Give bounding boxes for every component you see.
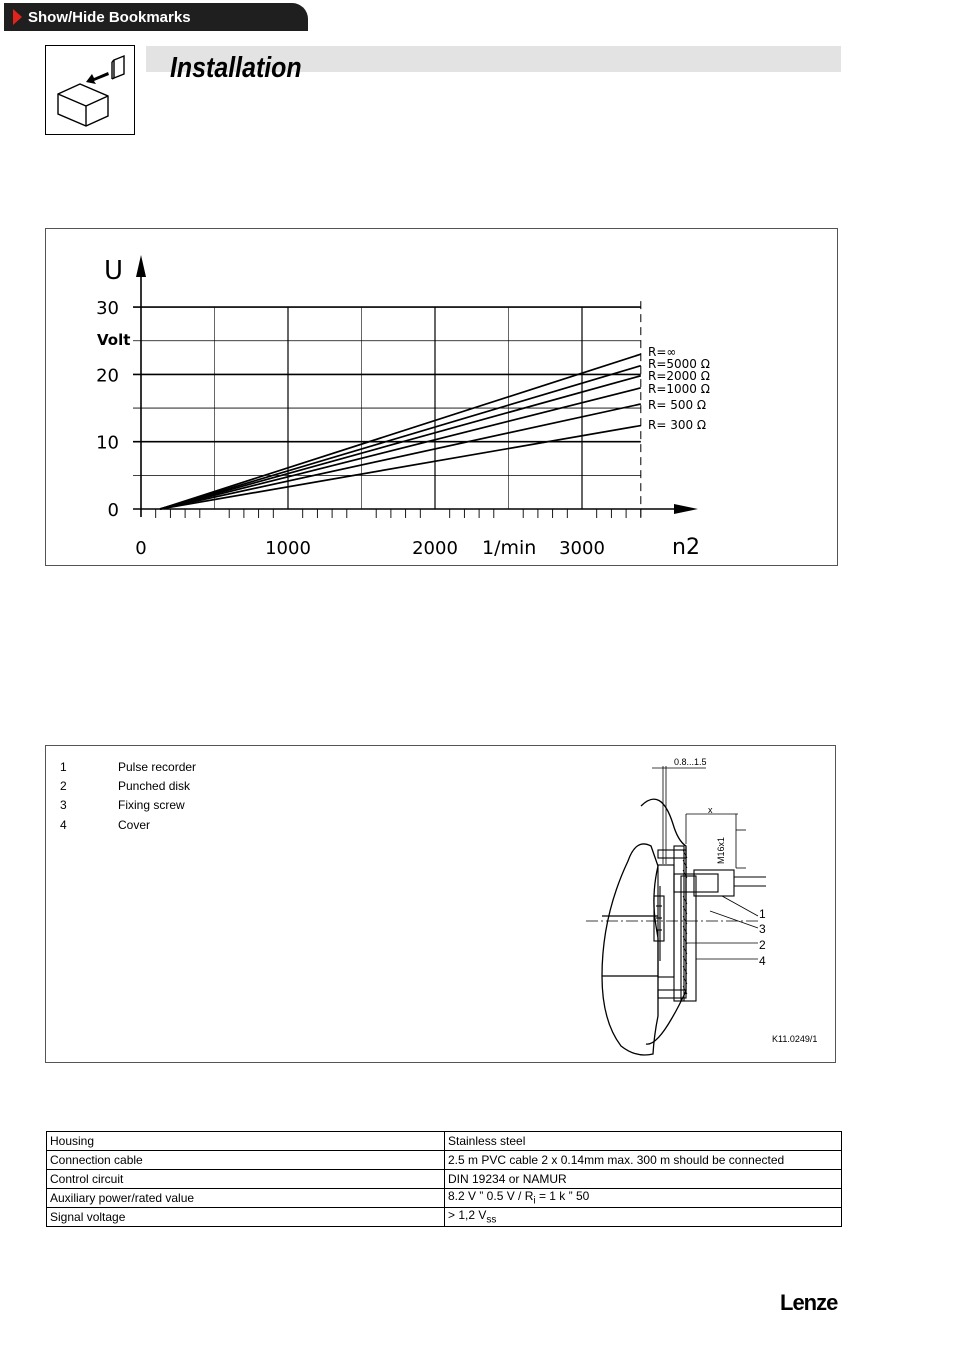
series-label: R=2000 Ω — [648, 369, 710, 383]
show-hide-bookmarks-button[interactable] — [4, 3, 308, 31]
y-tick-label: 30 — [96, 298, 119, 320]
thread-label: M16x1 — [716, 836, 726, 864]
y-tick-label: 20 — [96, 365, 119, 387]
spec-value-text: = 1 k ” 50 — [535, 1189, 590, 1204]
callout-3: 3 — [759, 922, 766, 936]
table-row — [47, 1132, 842, 1151]
legend-text: Pulse recorder — [118, 760, 197, 774]
table-row — [47, 1208, 842, 1227]
table-row — [47, 1189, 842, 1208]
figure-reference: K11.0249/1 — [772, 1034, 818, 1044]
y-axis-label: U — [104, 256, 124, 286]
legend-number: 3 — [60, 798, 67, 812]
table-row — [47, 1170, 842, 1189]
x-tick-label: 2000 — [412, 538, 458, 559]
legend-text: Punched disk — [118, 779, 191, 793]
spec-label: Housing — [47, 1132, 445, 1151]
legend-text: Cover — [118, 818, 151, 832]
series-label: R= 300 Ω — [648, 418, 707, 432]
spec-value-text: > 1,2 V — [448, 1208, 487, 1223]
y-tick-label: 0 — [107, 500, 119, 521]
spec-value: 2.5 m PVC cable 2 x 0.14mm max. 300 m should be connected — [445, 1151, 842, 1170]
y-tick-label: 10 — [96, 432, 119, 454]
legend-number: 4 — [60, 818, 67, 832]
series-line — [160, 388, 641, 509]
x-axis-unit: 1/min — [482, 537, 537, 559]
x-axis-label: n2 — [672, 535, 700, 560]
installation-icon — [45, 45, 135, 135]
spec-label: Connection cable — [47, 1151, 445, 1170]
x-tick-label: 0 — [135, 538, 147, 559]
installation-figure — [45, 745, 836, 1063]
bookmarks-label: Show/Hide Bookmarks — [28, 8, 191, 26]
chart-svg — [46, 229, 839, 567]
callout-1: 1 — [759, 907, 766, 921]
legend-number: 2 — [60, 779, 67, 793]
spec-value: Stainless steel — [445, 1132, 842, 1151]
series-line — [160, 404, 641, 509]
spec-value-text: 8.2 V ” 0.5 V / R — [448, 1189, 534, 1204]
gap-dimension-label: 0.8...1.5 — [674, 757, 707, 767]
spec-value: DIN 19234 or NAMUR — [445, 1170, 842, 1189]
series-label: R=5000 Ω — [648, 357, 710, 371]
spec-value-subscript: i — [533, 1195, 536, 1207]
y-axis-unit: Volt — [97, 331, 131, 349]
installation-drawing — [46, 746, 837, 1064]
lenze-logo: Lenze — [780, 1290, 838, 1315]
series-label: R=∞ — [648, 345, 677, 359]
spec-label: Signal voltage — [47, 1208, 445, 1227]
triangle-right-icon — [13, 9, 22, 25]
callout-4: 4 — [759, 954, 766, 968]
specs-table — [46, 1131, 842, 1227]
series-label: R= 500 Ω — [648, 398, 707, 412]
x-dimension-label: x — [708, 805, 713, 815]
callout-2: 2 — [759, 938, 766, 952]
x-axis-arrow — [674, 504, 698, 514]
series-label: R=1000 Ω — [648, 382, 710, 396]
voltage-chart — [45, 228, 838, 566]
page-title: Installation — [170, 52, 302, 84]
spec-label: Control circuit — [47, 1170, 445, 1189]
spec-value — [445, 1208, 842, 1227]
spec-value — [445, 1189, 842, 1208]
y-axis-arrow — [136, 255, 146, 277]
spec-value-subscript: ss — [486, 1214, 497, 1226]
series-line — [160, 354, 641, 509]
x-tick-label: 3000 — [559, 538, 605, 559]
legend-text: Fixing screw — [118, 798, 185, 812]
x-tick-label: 1000 — [265, 538, 311, 559]
spec-label: Auxiliary power/rated value — [47, 1189, 445, 1208]
table-row — [47, 1151, 842, 1170]
legend-number: 1 — [60, 760, 67, 774]
